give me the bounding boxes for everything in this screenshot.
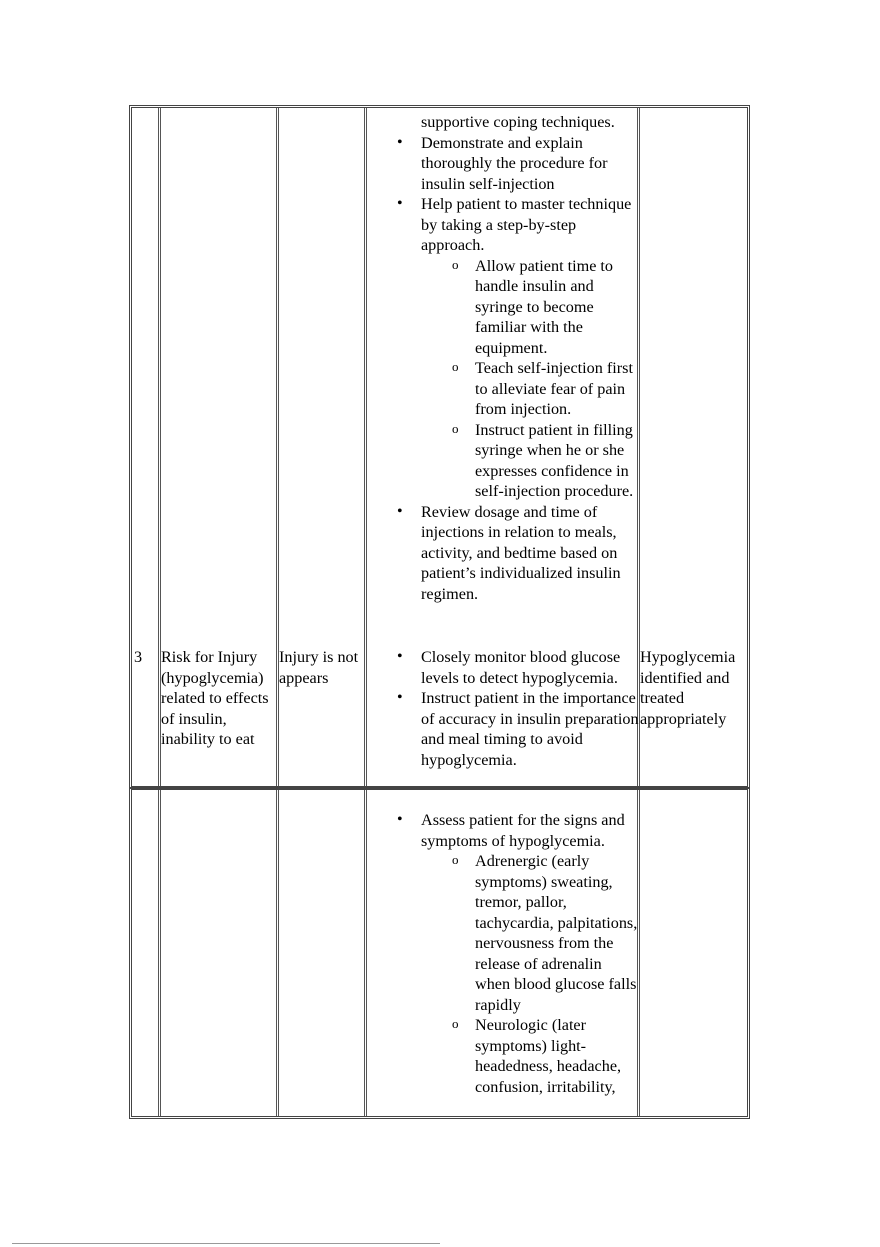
sub-intervention-item: o Allow patient time to handle insulin and syringe to become familiar with the equipment. — [368, 256, 640, 359]
evaluation: Hypoglycemia identified and treated appropriately — [640, 648, 736, 728]
intervention-item: • Instruct patient in the importance of accuracy in insulin preparation and meal timing to avoid hypoglycemia. — [368, 688, 640, 770]
intervention-item: • Help patient to master technique by taking a step-by-step approach. o Allow patient time to handle insulin and syringe to become familiar with the equipment. o Teach self-injection first to alleviate fear of pain from injection. o Instruct patient in filling syringe when he or she expresses confidence in self-injection procedure. — [368, 194, 640, 502]
column-divider — [276, 790, 279, 1116]
sub-intervention-item: o Teach self-injection first to alleviate fear of pain from injection. — [368, 358, 640, 420]
intervention-list — [368, 647, 640, 770]
sub-intervention-list — [368, 851, 640, 1097]
column-divider — [364, 790, 367, 1116]
column-divider — [158, 790, 161, 1116]
interventions-row3 — [368, 647, 640, 770]
sub-intervention-list — [368, 256, 640, 502]
intervention-list — [368, 133, 640, 605]
intervention-continuation: supportive coping techniques. — [421, 113, 615, 131]
intervention-item: • Closely monitor blood glucose levels to detect hypoglycemia. — [368, 647, 640, 688]
care-plan-table-bottom — [129, 787, 750, 1119]
footnote-separator — [12, 1243, 440, 1244]
nursing-diagnosis: Risk for Injury (hypoglycemia) related to effects of insulin, inability to eat — [161, 648, 269, 748]
care-plan-table-top — [129, 105, 750, 789]
interventions-cell — [368, 112, 640, 604]
intervention-list — [368, 810, 640, 1097]
row-number: 3 — [134, 648, 143, 666]
sub-intervention-item: o Instruct patient in filling syringe when he or she expresses confidence in self-injection procedure. — [368, 420, 640, 502]
intervention-item: • Assess patient for the signs and symptoms of hypoglycemia. o Adrenergic (early symptoms) sweating, tremor, pallor, tachycardia, palpitations, nervousness from the release of adrenalin when blood glucose falls rapidly o Neurologic (later symptoms) light-headedness, headache, confusion, irritability, — [368, 810, 640, 1097]
interventions-cell — [368, 810, 640, 1097]
goal: Injury is not appears — [279, 648, 359, 687]
intervention-item: • Demonstrate and explain thoroughly the procedure for insulin self-injection — [368, 133, 640, 195]
sub-intervention-item: o Neurologic (later symptoms) light-headedness, headache, confusion, irritability, — [368, 1015, 640, 1097]
intervention-item: • Review dosage and time of injections in relation to meals, activity, and bedtime based on patient’s individualized insulin regimen. — [368, 502, 640, 605]
sub-intervention-item: o Adrenergic (early symptoms) sweating, tremor, pallor, tachycardia, palpitations, nervousness from the release of adrenalin when blood glucose falls rapidly — [368, 851, 640, 1015]
